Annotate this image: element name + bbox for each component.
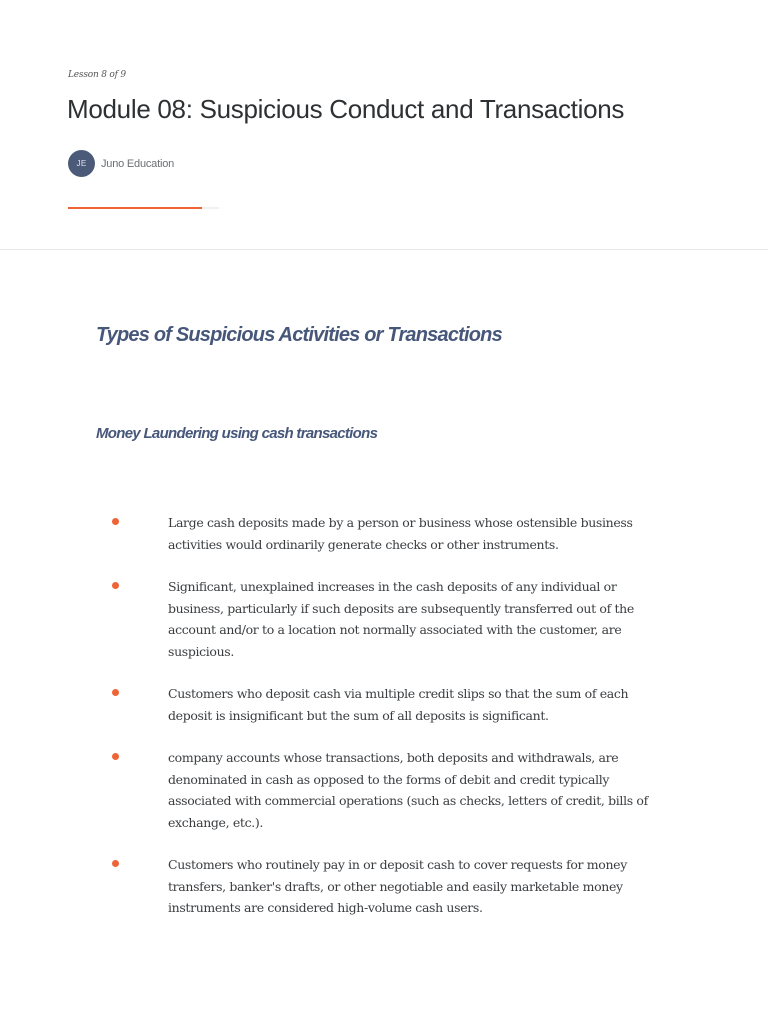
list-item bbox=[0, 854, 674, 919]
bullet-list bbox=[0, 512, 768, 940]
bullet-dot-icon bbox=[112, 689, 119, 696]
author bbox=[68, 150, 174, 177]
lesson-title: Module 08: Suspicious Conduct and Transactions bbox=[67, 94, 625, 124]
list-item bbox=[0, 747, 674, 833]
bullet-dot-icon bbox=[112, 753, 119, 760]
subsection-title: Money Laundering using cash transactions bbox=[96, 425, 378, 442]
bullet-dot-icon bbox=[112, 860, 119, 867]
list-item-text: Significant, unexplained increases in the cash deposits of any individual or business, particularly if such deposits are subsequently transferred out of the account and/or to a location not normally associated with the customer, are suspicious. bbox=[168, 579, 634, 659]
bullet-dot-icon bbox=[112, 518, 119, 525]
list-item bbox=[0, 576, 674, 662]
lesson-progress-fill bbox=[68, 207, 202, 209]
section-title: Types of Suspicious Activities or Transactions bbox=[96, 324, 502, 346]
lesson-counter: Lesson 8 of 9 bbox=[68, 70, 126, 80]
avatar: JE bbox=[68, 150, 95, 177]
list-item bbox=[0, 512, 674, 555]
list-item bbox=[0, 683, 674, 726]
lesson-progress-bar bbox=[68, 207, 219, 209]
bullet-dot-icon bbox=[112, 582, 119, 589]
list-item-text: company accounts whose transactions, both deposits and withdrawals, are denominated in cash as opposed to the forms of debit and credit typically associated with commercial operations (such as checks, letters of credit, bills of exchange, etc.). bbox=[168, 750, 648, 830]
lesson-header bbox=[0, 0, 768, 250]
list-item-text: Customers who routinely pay in or deposit cash to cover requests for money transfers, banker's drafts, or other negotiable and easily marketable money instruments are considered high-volume cash users. bbox=[168, 857, 627, 915]
list-item-text: Large cash deposits made by a person or business whose ostensible business activities would ordinarily generate checks or other instruments. bbox=[168, 515, 633, 552]
author-name: Juno Education bbox=[101, 157, 175, 170]
list-item-text: Customers who deposit cash via multiple credit slips so that the sum of each deposit is insignificant but the sum of all deposits is significant. bbox=[168, 686, 629, 723]
